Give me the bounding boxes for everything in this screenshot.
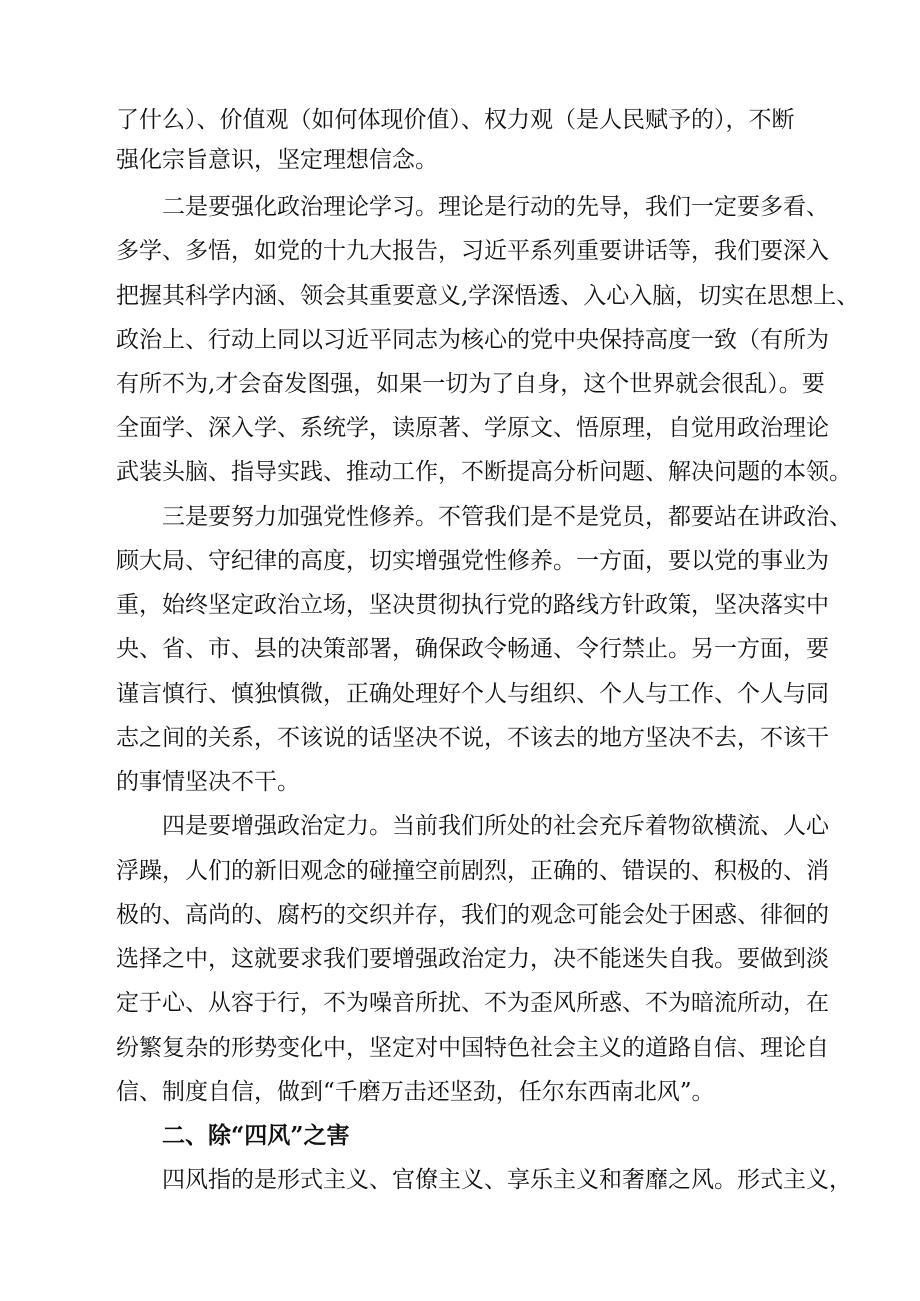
text-line: 信、制度自信，做到“千磨万击还坚劲，任尔东西南北风”。 xyxy=(116,1079,715,1105)
text-line: 全面学、深入学、系统学，读原著、学原文、悟原理，自觉用政治理论 xyxy=(116,415,829,441)
text-line: 选择之中，这就要求我们要增强政治定力，决不能迷失自我。要做到淡 xyxy=(116,946,829,972)
text-line: 多学、多悟，如党的十九大报告，习近平系列重要讲话等，我们要深入 xyxy=(116,238,829,264)
text-line: 央、省、市、县的决策部署，确保政令畅通、令行禁止。另一方面，要 xyxy=(116,636,829,662)
text-line: 政治上、行动上同以习近平同志为核心的党中央保持高度一致（有所为 xyxy=(116,327,829,353)
section-heading: 二、除“四风”之害 xyxy=(116,1122,350,1149)
text-line: 的事情坚决不干。 xyxy=(116,769,300,795)
text-line: 定于心、从容于行，不为噪音所扰、不为歪风所惑、不为暗流所动，在 xyxy=(116,990,829,1016)
paragraph-start-line: 四风指的是形式主义、官僚主义、享乐主义和奢靡之风。形式主义， xyxy=(116,1167,852,1193)
text-line: 了什么）、价值观（如何体现价值）、权力观（是人民赋予的），不断 xyxy=(116,107,795,133)
text-line: 武装头脑、指导实践、推动工作，不断提高分析问题、解决问题的本领。 xyxy=(116,459,852,485)
text-line: 纷繁复杂的形势变化中，坚定对中国特色社会主义的道路自信、理论自 xyxy=(116,1035,829,1061)
text-line: 强化宗旨意识，坚定理想信念。 xyxy=(116,147,438,173)
paragraph-start-line: 三是要努力加强党性修养。不管我们是不是党员，都要站在讲政治、 xyxy=(116,504,852,530)
paragraph-start-line: 四是要增强政治定力。当前我们所处的社会充斥着物欲横流、人心 xyxy=(116,813,829,839)
text-line: 浮躁，人们的新旧观念的碰撞空前剧烈，正确的、错误的、积极的、消 xyxy=(116,858,829,884)
text-line: 重，始终坚定政治立场，坚决贯彻执行党的路线方针政策，坚决落实中 xyxy=(116,592,829,618)
text-line: 极的、高尚的、腐朽的交织并存，我们的观念可能会处于困惑、徘徊的 xyxy=(116,902,829,928)
text-line: 顾大局、守纪律的高度，切实增强党性修养。一方面，要以党的事业为 xyxy=(116,548,829,574)
text-line: 谨言慎行、慎独慎微，正确处理好个人与组织、个人与工作、个人与同 xyxy=(116,681,829,707)
paragraph-start-line: 二是要强化政治理论学习。理论是行动的先导，我们一定要多看、 xyxy=(116,194,829,220)
text-line: 把握其科学内涵、领会其重要意义,学深悟透、入心入脑，切实在思想上、 xyxy=(116,283,860,309)
text-line: 有所不为,才会奋发图强，如果一切为了自身，这个世界就会很乱）。要 xyxy=(116,371,825,397)
text-line: 志之间的关系，不该说的话坚决不说，不该去的地方坚决不去，不该干 xyxy=(116,725,829,751)
